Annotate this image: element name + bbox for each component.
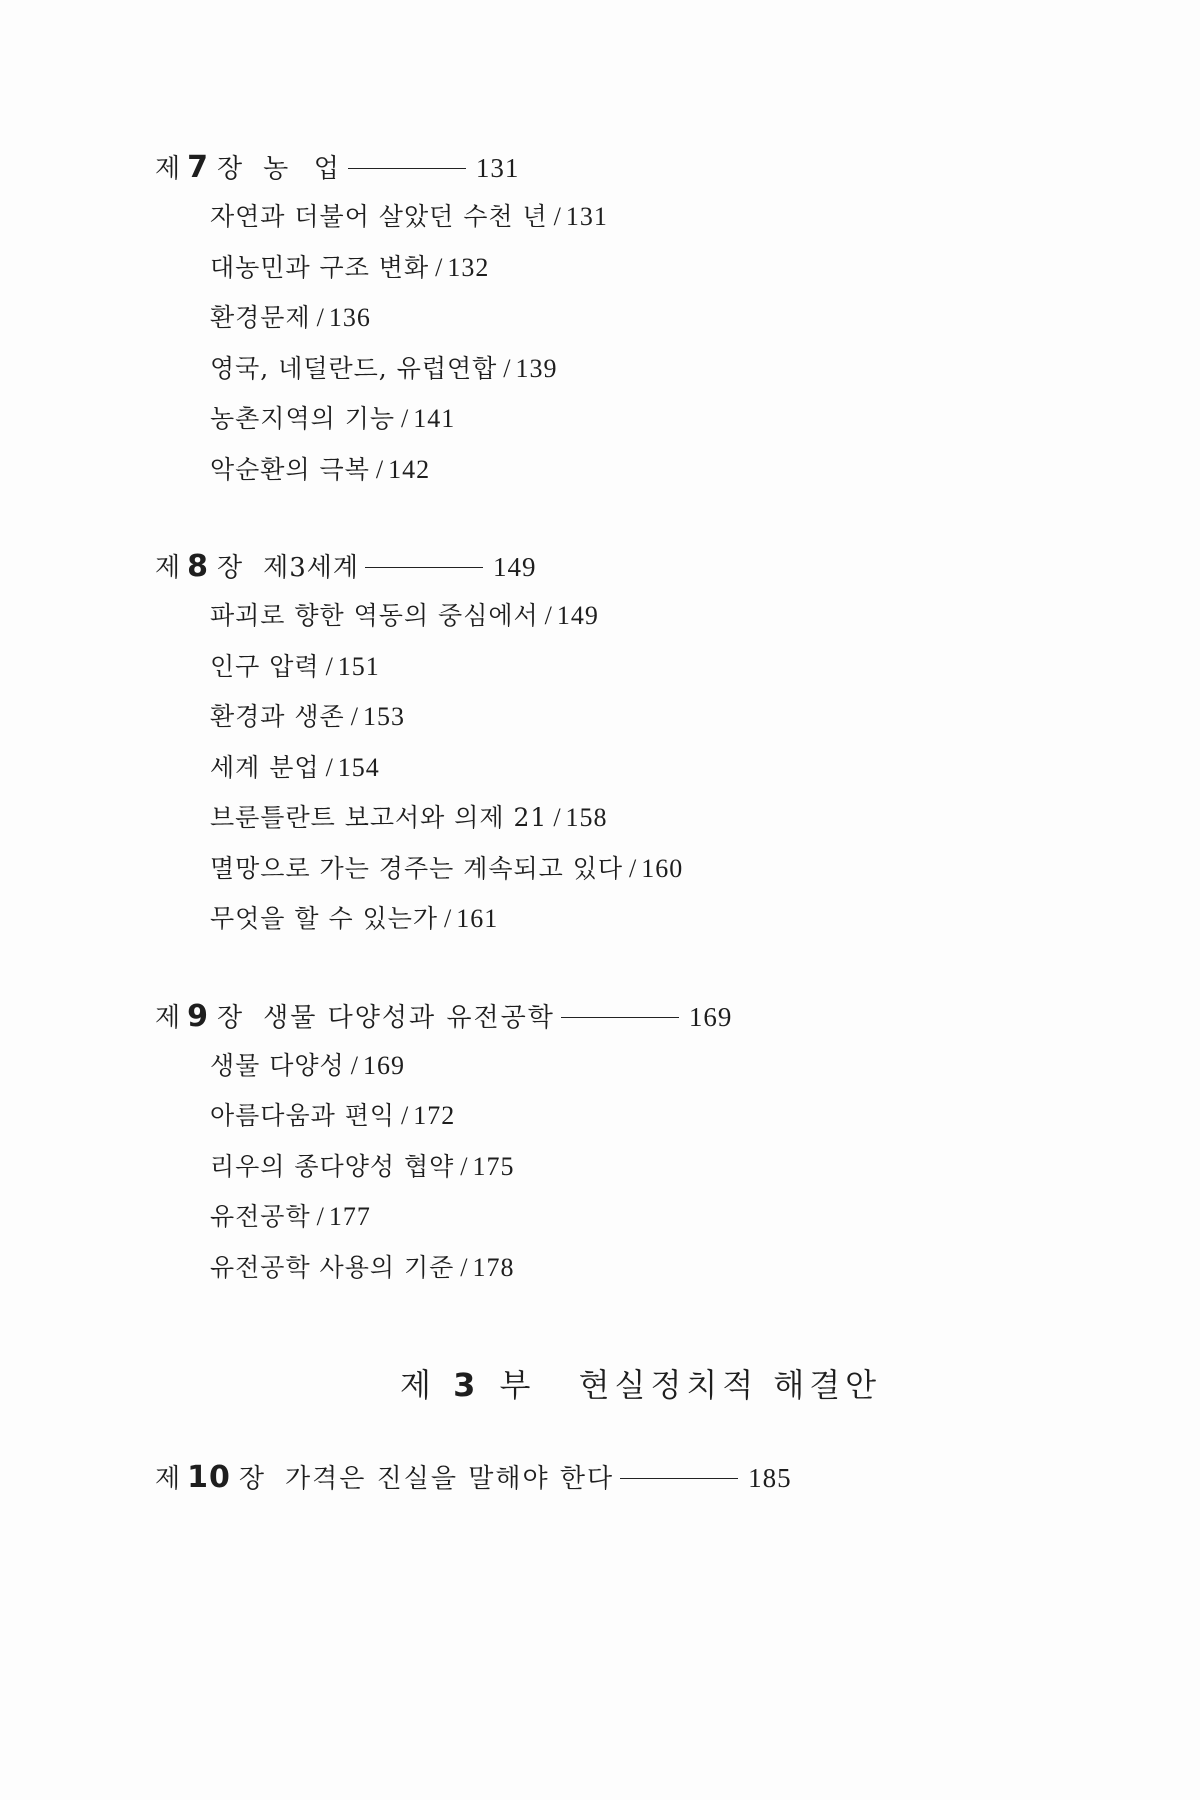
separator: /: [316, 1202, 325, 1231]
section-page: 175: [472, 1151, 515, 1181]
list-item[interactable]: [210, 1142, 1055, 1193]
section-page: 132: [447, 252, 490, 282]
chapter-number: 7: [187, 150, 209, 185]
list-item[interactable]: [210, 1091, 1055, 1142]
section-page: 151: [337, 651, 380, 681]
separator: /: [460, 1252, 469, 1282]
section-title: 대농민과 구조 변화: [210, 252, 430, 282]
list-item[interactable]: [210, 1192, 1055, 1243]
section-title: 환경문제: [210, 303, 311, 332]
list-item[interactable]: [210, 1041, 1055, 1092]
section-title: 브룬틀란트 보고서와 의제 21: [210, 803, 548, 832]
list-item[interactable]: [210, 394, 1055, 445]
chapter-prefix: 제: [155, 1464, 182, 1494]
chapter-page: 149: [493, 552, 537, 582]
separator: /: [401, 404, 410, 433]
section-title: 영국, 네덜란드, 유럽연합: [210, 353, 498, 383]
chapter-prefix: 제: [155, 1002, 182, 1033]
chapter-prefix: 제: [155, 154, 182, 184]
part-prefix: 제: [400, 1366, 433, 1404]
section-page: 139: [515, 353, 558, 383]
section-page: 169: [362, 1050, 405, 1080]
chapter-page: 169: [688, 1001, 733, 1032]
chapter-suffix: 장: [217, 553, 244, 583]
chapter-number: 10: [187, 1460, 231, 1495]
list-item[interactable]: [210, 445, 1055, 496]
section-title: 인구 압력: [210, 651, 320, 681]
list-item[interactable]: [210, 844, 1055, 895]
section-title: 환경과 생존: [210, 702, 345, 731]
separator: /: [401, 1101, 410, 1130]
separator: /: [375, 454, 385, 484]
chapter-prefix: 제: [155, 553, 182, 583]
list-item[interactable]: [210, 692, 1055, 743]
chapter-title: 가격은 진실을 말해야 한다: [285, 1464, 615, 1494]
chapter-title: 제3세계: [263, 553, 360, 583]
section-title: 생물 다양성: [210, 1050, 345, 1080]
separator: /: [553, 202, 562, 231]
leader-line: [365, 567, 483, 568]
chapter-page: 131: [475, 153, 520, 183]
chapter-9-block: [155, 997, 1055, 1294]
chapter-page: 185: [748, 1463, 792, 1493]
section-page: 154: [337, 752, 380, 782]
chapter-7-heading[interactable]: [155, 148, 1055, 188]
section-title: 리우의 종다양성 협약: [210, 1151, 455, 1181]
section-page: 158: [565, 803, 608, 832]
chapter-8-sections: [210, 591, 1055, 945]
list-item[interactable]: [210, 642, 1055, 693]
separator: /: [503, 353, 512, 383]
separator: /: [350, 1050, 359, 1080]
chapter-title: 생물 다양성과 유전공학: [263, 1002, 555, 1033]
section-page: 142: [388, 454, 431, 484]
separator: /: [553, 803, 562, 832]
chapter-number: 9: [187, 998, 209, 1034]
part-suffix: 부: [499, 1366, 533, 1404]
table-of-contents: [155, 148, 1055, 1345]
section-page: 153: [362, 702, 405, 731]
section-page: 172: [413, 1101, 456, 1130]
section-title: 자연과 더불어 살았던 수천 년: [210, 202, 548, 231]
section-title: 아름다움과 편익: [210, 1101, 395, 1130]
section-title: 농촌지역의 기능: [210, 404, 395, 433]
chapter-suffix: 장: [217, 154, 244, 184]
chapter-8-heading[interactable]: [155, 547, 1055, 587]
chapter-8-block: [155, 547, 1055, 945]
separator: /: [444, 904, 453, 933]
chapter-suffix: 장: [217, 1002, 244, 1033]
separator: /: [544, 601, 553, 630]
separator: /: [629, 853, 638, 883]
section-page: 141: [413, 404, 456, 433]
section-title: 무엇을 할 수 있는가: [210, 904, 439, 933]
section-title: 멸망으로 가는 경주는 계속되고 있다: [210, 853, 624, 883]
section-title: 파괴로 향한 역동의 중심에서: [210, 601, 539, 630]
section-page: 136: [328, 303, 371, 332]
section-page: 177: [328, 1202, 371, 1231]
chapter-title: 농 업: [263, 154, 342, 184]
section-title: 세계 분업: [210, 752, 320, 782]
list-item[interactable]: [210, 894, 1055, 945]
chapter-number: 8: [187, 549, 209, 584]
list-item[interactable]: [210, 344, 1055, 395]
section-page: 161: [456, 904, 499, 933]
list-item[interactable]: [210, 243, 1055, 294]
section-title: 유전공학: [210, 1202, 311, 1231]
list-item[interactable]: [210, 192, 1055, 243]
separator: /: [460, 1151, 469, 1181]
chapter-9-heading[interactable]: [155, 997, 1055, 1037]
chapter-7-sections: [210, 192, 1055, 495]
part-title: 현실정치적 해결안: [578, 1366, 882, 1404]
list-item[interactable]: [210, 591, 1055, 642]
separator: /: [316, 303, 325, 332]
section-page: 131: [565, 202, 608, 231]
section-title: 악순환의 극복: [210, 454, 370, 484]
chapter-9-sections: [210, 1041, 1055, 1294]
section-page: 178: [472, 1252, 515, 1282]
separator: /: [435, 252, 444, 282]
section-title: 유전공학 사용의 기준: [210, 1252, 455, 1282]
leader-line: [561, 1017, 679, 1018]
separator: /: [325, 752, 334, 782]
chapter-suffix: 장: [238, 1464, 265, 1494]
leader-line: [348, 168, 466, 169]
part-3-heading[interactable]: [400, 1360, 881, 1406]
leader-line: [620, 1478, 738, 1479]
chapter-7-block: [155, 148, 1055, 495]
list-item[interactable]: [210, 1243, 1055, 1294]
part-number: 3: [453, 1366, 478, 1404]
section-page: 160: [641, 853, 684, 883]
section-page: 149: [556, 601, 599, 630]
chapter-10-heading[interactable]: [155, 1458, 792, 1498]
list-item[interactable]: [210, 743, 1055, 794]
separator: /: [350, 702, 359, 731]
list-item[interactable]: [210, 793, 1055, 844]
list-item[interactable]: [210, 293, 1055, 344]
separator: /: [325, 651, 334, 681]
